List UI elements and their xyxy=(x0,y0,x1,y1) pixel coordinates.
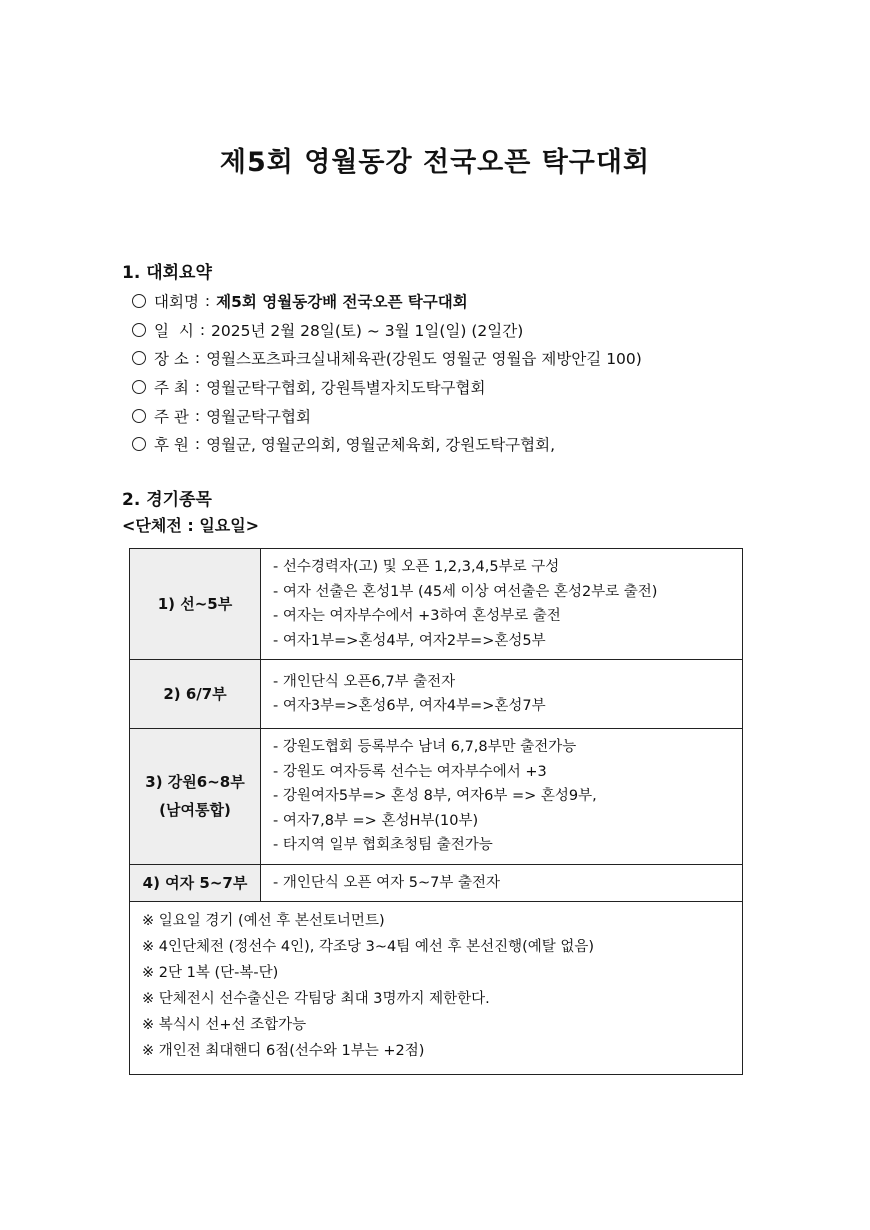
summary-value: 영월군탁구협회, 강원특별자치도탁구협회 xyxy=(206,379,486,398)
table-row xyxy=(130,729,743,865)
circle-bullet-icon xyxy=(132,380,146,394)
summary-list xyxy=(132,287,642,459)
note-item: ※ 단체전시 선수출신은 각팀당 최대 3명까지 제한한다. xyxy=(142,991,490,1007)
section2-subheading: <단체전 : 일요일> xyxy=(122,516,260,535)
note-item: ※ 일요일 경기 (예선 후 본선토너먼트) xyxy=(142,913,385,929)
summary-label: 일 시 xyxy=(154,321,194,340)
summary-label: 주 최 xyxy=(154,379,189,398)
summary-value: 영월군탁구협회 xyxy=(206,407,311,426)
table-row xyxy=(130,902,743,1075)
description-cell: - 개인단식 오픈 여자 5~7부 출전자 xyxy=(261,864,743,902)
summary-item: 주 최 : 영월군탁구협회, 강원특별자치도탁구협회 xyxy=(132,373,642,402)
note-item: ※ 개인전 최대핸디 6점(선수와 1부는 +2점) xyxy=(142,1043,425,1059)
summary-label: 대회명 xyxy=(154,293,199,312)
summary-value: 제5회 영월동강배 전국오픈 탁구대회 xyxy=(216,293,468,312)
summary-label: 주 관 xyxy=(154,407,189,426)
summary-value: 영월군, 영월군의회, 영월군체육회, 강원도탁구협회, xyxy=(206,436,556,455)
note-item: ※ 4인단체전 (정선수 4인), 각조당 3~4팀 예선 후 본선진행(예탈 없음) xyxy=(142,939,595,955)
section2-heading: 2. 경기종목 xyxy=(122,490,212,510)
circle-bullet-icon xyxy=(132,323,146,337)
description-cell: - 강원도협회 등록부수 남녀 6,7,8부만 출전가능 - 강원도 여자등록 선수는 여자부수에서 +3 - 강원여자5부=> 혼성 8부, 여자6부 => 혼성9부, - 여자7,8부 => 혼성H부(10부) - 타지역 일부 협회초청팀 출전가능 xyxy=(261,729,743,865)
summary-label: 후 원 xyxy=(154,436,189,455)
circle-bullet-icon xyxy=(132,409,146,423)
summary-item: 주 관 : 영월군탁구협회 xyxy=(132,401,642,430)
table-row xyxy=(130,864,743,902)
circle-bullet-icon xyxy=(132,294,146,308)
section1-heading: 1. 대회요약 xyxy=(122,263,212,283)
summary-label: 장 소 xyxy=(154,350,189,369)
summary-value: 영월스포츠파크실내체육관(강원도 영월군 영월읍 제방안길 100) xyxy=(206,350,642,369)
notes-cell xyxy=(130,902,743,1075)
summary-value: 2025년 2월 28일(토) ~ 3월 1일(일) (2일간) xyxy=(211,321,524,340)
circle-bullet-icon xyxy=(132,351,146,365)
summary-item: 후 원 : 영월군, 영월군의회, 영월군체육회, 강원도탁구협회, xyxy=(132,430,642,459)
summary-item: 일 시 : 2025년 2월 28일(토) ~ 3월 1일(일) (2일간) xyxy=(132,316,642,345)
table-row xyxy=(130,549,743,660)
description-cell: - 선수경력자(고) 및 오픈 1,2,3,4,5부로 구성 - 여자 선출은 혼성1부 (45세 이상 여선출은 혼성2부로 출전) - 여자는 여자부수에서 +3하여 혼성부로 출전 - 여자1부=>혼성4부, 여자2부=>혼성5부 xyxy=(261,549,743,660)
note-item: ※ 2단 1복 (단-복-단) xyxy=(142,965,279,981)
summary-item: 대회명 : 제5회 영월동강배 전국오픈 탁구대회 xyxy=(132,287,642,316)
note-item: ※ 복식시 선+선 조합가능 xyxy=(142,1017,307,1033)
category-cell: 2) 6/7부 xyxy=(130,660,261,729)
category-cell: 1) 선~5부 xyxy=(130,549,261,660)
table-row xyxy=(130,660,743,729)
event-table xyxy=(129,548,743,1075)
category-cell: 3) 강원6~8부 (남여통합) xyxy=(130,729,261,865)
category-cell: 4) 여자 5~7부 xyxy=(130,864,261,902)
description-cell: - 개인단식 오픈6,7부 출전자 - 여자3부=>혼성6부, 여자4부=>혼성7부 xyxy=(261,660,743,729)
circle-bullet-icon xyxy=(132,437,146,451)
page-title: 제5회 영월동강 전국오픈 탁구대회 xyxy=(219,147,651,178)
summary-item: 장 소 : 영월스포츠파크실내체육관(강원도 영월군 영월읍 제방안길 100) xyxy=(132,344,642,373)
